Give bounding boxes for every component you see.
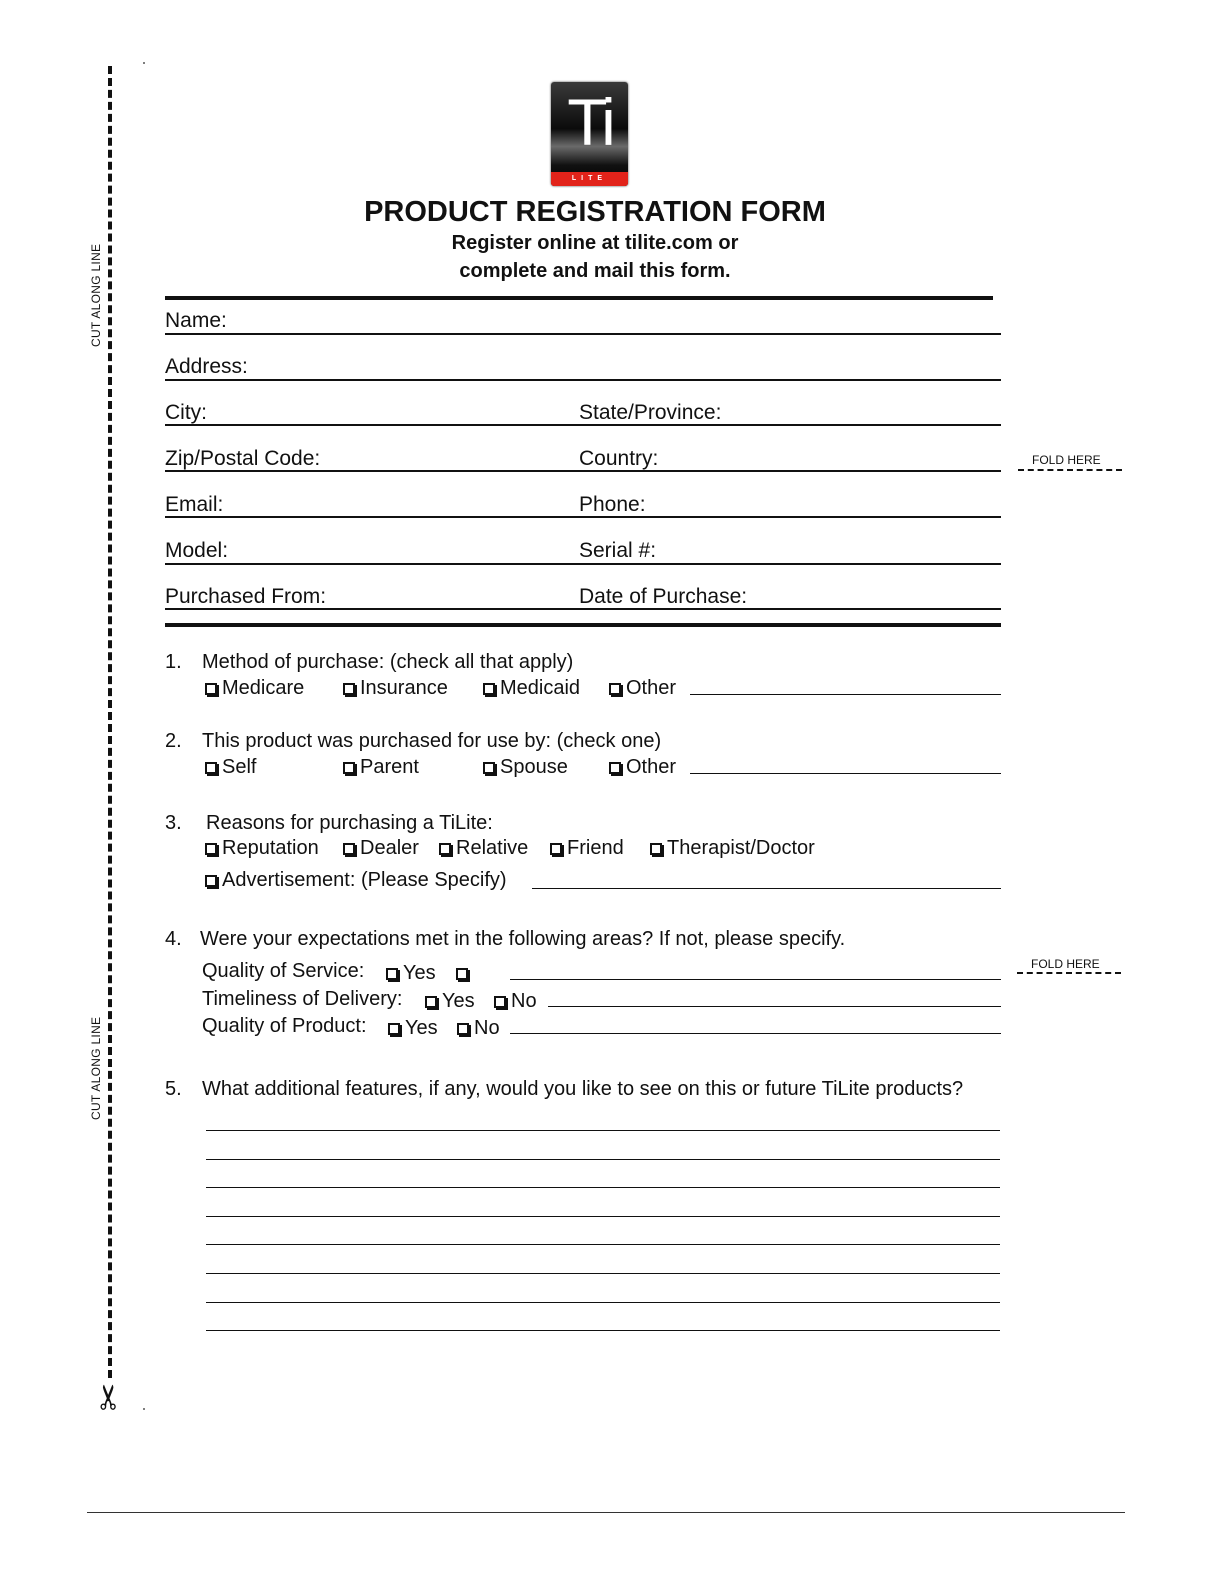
checkbox-icon[interactable] <box>609 683 621 695</box>
corner-dot <box>143 62 145 64</box>
purchased-from-label: Purchased From: <box>165 585 327 608</box>
q5-answer-line[interactable] <box>206 1187 1000 1188</box>
q5-answer-line[interactable] <box>206 1330 1000 1331</box>
q5-answer-line[interactable] <box>206 1302 1000 1303</box>
q4-number: 4. <box>165 928 182 950</box>
q1-option-insurance[interactable] <box>343 677 448 700</box>
logo-mark: Ti <box>567 85 612 159</box>
checkbox-icon[interactable] <box>205 683 217 695</box>
checkbox-icon[interactable] <box>386 968 398 980</box>
option-label: Parent <box>360 756 419 778</box>
checkbox-icon[interactable] <box>483 762 495 774</box>
state-label: State/Province: <box>579 401 722 424</box>
q3-number: 3. <box>165 812 182 834</box>
q4-delivery-field[interactable] <box>548 1006 1001 1007</box>
q5-number: 5. <box>165 1078 182 1100</box>
q4-product-field[interactable] <box>510 1033 1001 1034</box>
q3-text: Reasons for purchasing a TiLite: <box>206 812 493 834</box>
checkbox-icon[interactable] <box>205 843 217 855</box>
cut-line <box>108 66 112 1378</box>
fold-label-top: FOLD HERE <box>1032 453 1101 467</box>
q1-option-medicare[interactable] <box>205 677 304 700</box>
form-subtitle-line2: complete and mail this form. <box>459 260 731 282</box>
q1-number: 1. <box>165 651 182 673</box>
zip-label: Zip/Postal Code: <box>165 447 321 470</box>
option-label: Medicaid <box>500 677 581 699</box>
checkbox-icon[interactable] <box>388 1023 400 1035</box>
q3-option-relative[interactable] <box>439 837 528 860</box>
checkbox-icon[interactable] <box>456 968 468 980</box>
checkbox-icon[interactable] <box>483 683 495 695</box>
q2-other-field[interactable] <box>690 773 1001 774</box>
cut-label-top: CUT ALONG LINE <box>89 243 103 347</box>
date-of-purchase-field[interactable] <box>579 608 1001 610</box>
checkbox-icon[interactable] <box>343 843 355 855</box>
q4-service-field[interactable] <box>510 979 1001 980</box>
form-subtitle-line1: Register online at tilite.com or <box>451 232 739 254</box>
option-label: Insurance <box>360 677 448 699</box>
q5-answer-line[interactable] <box>206 1273 1000 1274</box>
q3-option-dealer[interactable] <box>343 837 419 860</box>
serial-label: Serial #: <box>579 539 657 562</box>
fields-divider <box>165 623 1001 627</box>
option-label: Self <box>222 756 257 778</box>
option-label: Other <box>626 756 677 778</box>
q4-service-label: Quality of Service: <box>202 960 365 982</box>
checkbox-icon[interactable] <box>425 996 437 1008</box>
scissors-icon: ✂ <box>90 1382 129 1412</box>
option-label: Therapist/Doctor <box>667 837 815 859</box>
option-label: Relative <box>456 837 529 859</box>
option-label: Yes <box>403 962 436 984</box>
form-title: PRODUCT REGISTRATION FORM <box>364 196 826 228</box>
city-label: City: <box>165 401 207 424</box>
cut-label-bottom: CUT ALONG LINE <box>89 1016 103 1120</box>
q1-option-medicaid[interactable] <box>483 677 580 700</box>
q4-delivery-yes[interactable] <box>425 990 475 1013</box>
option-label: Advertisement: (Please Specify) <box>222 869 507 891</box>
model-field[interactable] <box>165 563 579 565</box>
option-label: Spouse <box>500 756 568 778</box>
phone-field[interactable] <box>579 516 1001 518</box>
checkbox-icon[interactable] <box>343 762 355 774</box>
q2-number: 2. <box>165 730 182 752</box>
name-label: Name: <box>165 309 227 332</box>
q3-advertisement-field[interactable] <box>532 888 1001 889</box>
q2-option-other[interactable] <box>609 756 676 779</box>
checkbox-icon[interactable] <box>439 843 451 855</box>
option-label: Dealer <box>360 837 419 859</box>
q1-other-field[interactable] <box>690 694 1001 695</box>
phone-label: Phone: <box>579 493 646 516</box>
zip-field[interactable] <box>165 470 579 472</box>
checkbox-icon[interactable] <box>205 875 217 887</box>
q4-delivery-label: Timeliness of Delivery: <box>202 988 403 1010</box>
header-divider <box>165 296 993 300</box>
q4-product-no[interactable] <box>457 1017 500 1040</box>
fold-line-bottom <box>1017 972 1121 974</box>
checkbox-icon[interactable] <box>609 762 621 774</box>
name-field[interactable] <box>165 333 1001 335</box>
checkbox-icon[interactable] <box>650 843 662 855</box>
q4-text: Were your expectations met in the following areas? If not, please specify. <box>200 928 846 950</box>
q2-option-spouse[interactable] <box>483 756 568 779</box>
fold-line-top <box>1018 469 1122 471</box>
corner-dot <box>143 1408 145 1410</box>
q3-option-advertisement[interactable] <box>205 869 507 892</box>
email-field[interactable] <box>165 516 579 518</box>
option-label: Friend <box>567 837 624 859</box>
q5-answer-line[interactable] <box>206 1216 1000 1217</box>
logo-wordmark: LITE <box>551 172 628 186</box>
option-label: Other <box>626 677 677 699</box>
serial-field[interactable] <box>579 563 1001 565</box>
q2-text: This product was purchased for use by: (check one) <box>202 730 662 752</box>
checkbox-icon[interactable] <box>343 683 355 695</box>
q1-text: Method of purchase: (check all that apply) <box>202 651 574 673</box>
state-field[interactable] <box>579 424 1001 426</box>
tilite-logo <box>551 82 628 186</box>
q5-answer-line[interactable] <box>206 1244 1000 1245</box>
q5-text: What additional features, if any, would you like to see on this or future TiLite products? <box>202 1078 964 1100</box>
option-label: Yes <box>405 1017 438 1039</box>
purchased-from-field[interactable] <box>165 608 579 610</box>
q5-answer-line[interactable] <box>206 1130 1000 1131</box>
address-field[interactable] <box>165 379 1001 381</box>
checkbox-icon[interactable] <box>457 1023 469 1035</box>
bottom-divider <box>87 1512 1125 1513</box>
q4-product-yes[interactable] <box>388 1017 438 1040</box>
option-label: No <box>474 1017 500 1039</box>
checkbox-icon[interactable] <box>494 996 506 1008</box>
fold-label-bottom: FOLD HERE <box>1031 957 1100 971</box>
checkbox-icon[interactable] <box>205 762 217 774</box>
q3-option-reputation[interactable] <box>205 837 319 860</box>
date-of-purchase-label: Date of Purchase: <box>579 585 748 608</box>
model-label: Model: <box>165 539 229 562</box>
q4-service-no[interactable] <box>456 962 473 985</box>
country-label: Country: <box>579 447 659 470</box>
q4-delivery-no[interactable] <box>494 990 537 1013</box>
country-field[interactable] <box>579 470 1001 472</box>
option-label: Medicare <box>222 677 305 699</box>
option-label: Reputation <box>222 837 319 859</box>
option-label: Yes <box>442 990 475 1012</box>
q3-option-friend[interactable] <box>550 837 624 860</box>
q4-product-label: Quality of Product: <box>202 1015 367 1037</box>
q4-service-yes[interactable] <box>386 962 436 985</box>
email-label: Email: <box>165 493 224 516</box>
q2-option-self[interactable] <box>205 756 256 779</box>
q5-answer-line[interactable] <box>206 1159 1000 1160</box>
option-label: No <box>511 990 537 1012</box>
address-label: Address: <box>165 355 248 378</box>
q2-option-parent[interactable] <box>343 756 419 779</box>
q3-option-therapist[interactable] <box>650 837 815 860</box>
city-field[interactable] <box>165 424 579 426</box>
q1-option-other[interactable] <box>609 677 676 700</box>
checkbox-icon[interactable] <box>550 843 562 855</box>
